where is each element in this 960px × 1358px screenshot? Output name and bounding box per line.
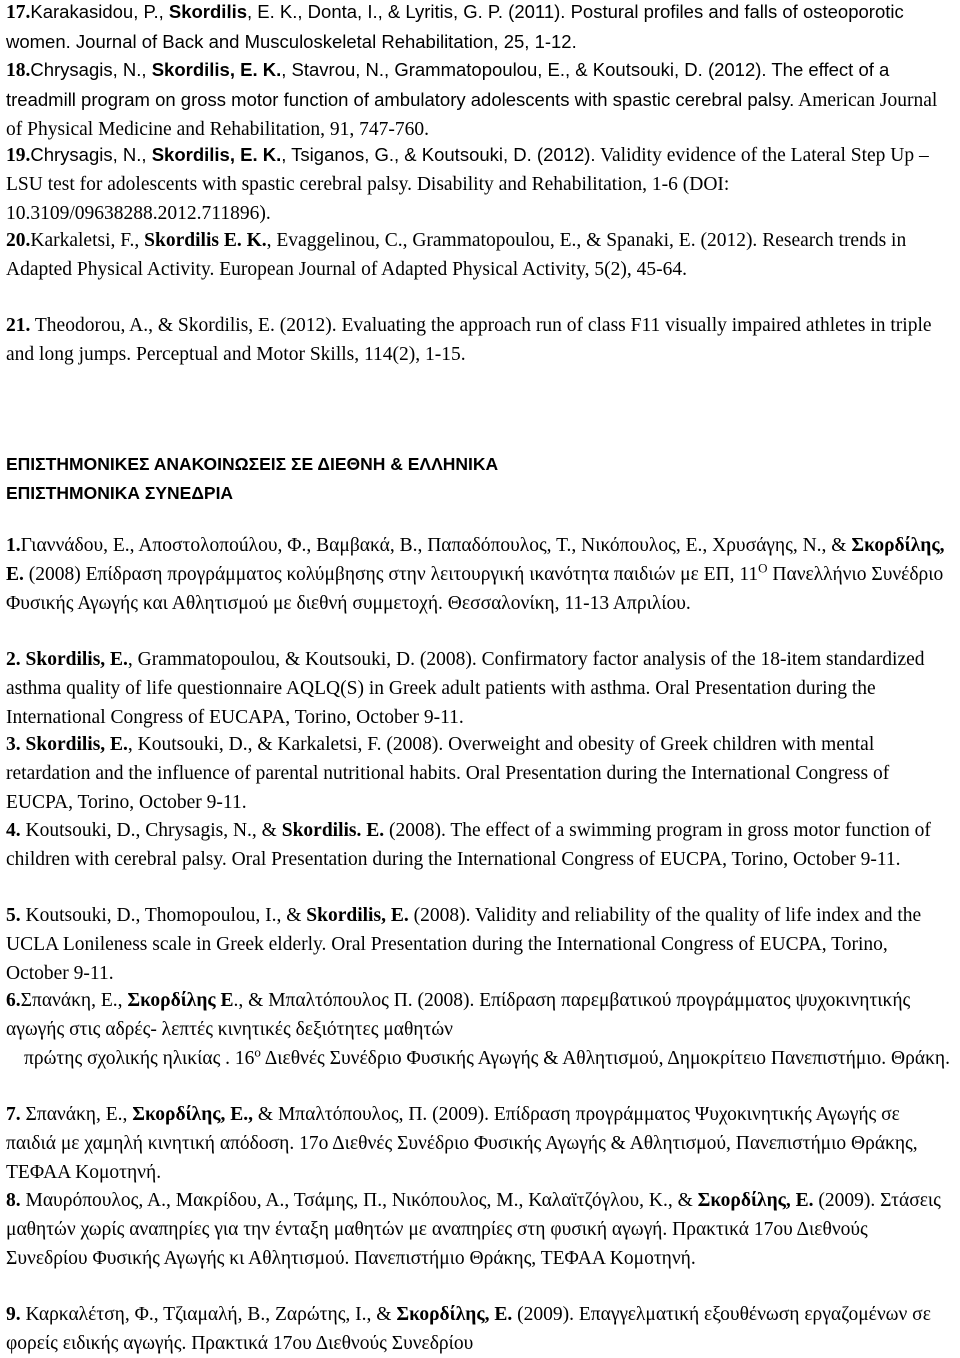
conf-bold-author: Σκορδίλης, Ε. bbox=[396, 1304, 513, 1325]
conf-6-para bbox=[6, 986, 954, 1044]
ref-number: 19. bbox=[6, 145, 31, 166]
conf-text: (2008). Validity and reliability of the quality of life index and the UCLA Lonileness scale in Greek elderly. Oral Presentation during the International Congress of EUCPA, Torino, October 9-11. bbox=[6, 905, 922, 984]
conf-text: (2008) Επίδραση προγράμματος κολύμβησης στην λειτουργική ικανότητα παιδιών με ΕΠ, 11 bbox=[23, 564, 759, 585]
conf-number: 1. bbox=[6, 535, 21, 556]
conference-2 bbox=[6, 645, 954, 732]
reference-18 bbox=[6, 55, 954, 144]
conference-1 bbox=[6, 531, 954, 618]
ref-number: 20. bbox=[6, 230, 31, 251]
conf-bold-author: Σκορδίλης, Ε. bbox=[6, 535, 945, 585]
ref-authors-rest: , Stavrou, N., Grammatopoulou, E., & Koutsouki, D. (2012). bbox=[281, 59, 767, 80]
section-title-line-2: ΕΠΙΣΤΗΜΟΝΙΚΑ ΣΥΝΕΔΡΙΑ bbox=[6, 483, 234, 503]
ref-title: The effect of a treadmill program on gross motor function of ambulatory adolescents with spastic cerebral palsy. bbox=[6, 59, 890, 110]
ref-authors: Karkaletsi, F., bbox=[30, 230, 145, 251]
conf-number-author: 3. Skordilis, E. bbox=[6, 734, 128, 755]
ref-number: 21. bbox=[6, 315, 31, 336]
conf-number: 4. bbox=[6, 820, 21, 841]
conf-authors: Γιαννάδου, Ε., Αποστολοποúλου, Φ., Βαμβακά, Β., Παπαδόπουλος, Τ., Νικόπουλος, Ε., Χρυσάγης, Ν., & bbox=[20, 535, 852, 556]
ref-title: Postural profiles and falls of osteoporotic women. bbox=[6, 1, 904, 52]
ref-authors-rest: , Tsiganos, G., & Koutsouki, D. (2012). bbox=[281, 144, 596, 165]
conf-authors: Σπανάκη, Ε., bbox=[20, 1104, 133, 1125]
conference-4 bbox=[6, 816, 954, 874]
conf-number: 5. bbox=[6, 905, 21, 926]
ref-bold-author: Skordilis bbox=[168, 1, 248, 22]
conf-text: (2009). Επαγγελματική εξουθένωση εργαζομένων σε φορείς ειδικής αγωγής. Πρακτικά 17ου Διεθνούς Συνεδρίου bbox=[6, 1304, 931, 1354]
conference-8 bbox=[6, 1186, 954, 1273]
ref-number: 18. bbox=[6, 60, 31, 81]
ref-journal: Journal of Back and Musculoskeletal Rehabilitation, 25, 1-12. bbox=[70, 31, 577, 52]
reference-17 bbox=[6, 0, 954, 57]
ref-bold-author: Skordilis, E. K. bbox=[151, 59, 282, 80]
conf-number-author: 2. Skordilis, E. bbox=[6, 649, 128, 670]
conf-text-cont: πρώτης σχολικής ηλικίας . 16 bbox=[24, 1048, 255, 1069]
conf-text: , Koutsouki, D., & Karkaletsi, F. (2008). Overweight and obesity of Greek children with mental retardation and the influence of parental nutritional habits. Oral Presentation during the International Congress of EUCPA, Torino, October 9-11. bbox=[6, 734, 890, 813]
conf-authors: Koutsouki, D., Chrysagis, N., & bbox=[20, 820, 282, 841]
section-title-line-1: ΕΠΙΣΤΗΜΟΝΙΚΕΣ ΑΝΑΚΟΙΝΩΣΕΙΣ ΣΕ ΔΙΕΘΝΗ & ΕΛΛΗΝΙΚΑ bbox=[6, 454, 499, 474]
conf-text-rest: Πανελλήνιο Συνέδριο Φυσικής Αγωγής και Αθλητισμού με διεθνή συμμετοχή. Θεσσαλονίκη, 11-13 Απριλίου. bbox=[6, 564, 944, 614]
conf-text: (2008). The effect of a swimming program in gross motor function of children with cerebral palsy. Oral Presentation during the International Congress of EUCPA, Torino, October 9-11. bbox=[6, 820, 931, 870]
conf-bold-author: Skordilis. E. bbox=[281, 820, 385, 841]
conference-3 bbox=[6, 730, 954, 817]
conf-text: , Grammatopoulou, & Koutsouki, D. (2008). Confirmatory factor analysis of the 18-item standardized asthma quality of life questionnaire AQLQ(S) in Greek adult patients with asthma. Oral Presentation during the International Congress of EUCAPA, Torino, October 9-11. bbox=[6, 649, 925, 728]
ref-journal: European Journal of Adapted Physical Activity, 5(2), 45-64. bbox=[214, 259, 687, 280]
ref-title: Validity evidence of the Lateral Step Up – LSU test for adolescents with spastic cerebral palsy. bbox=[6, 145, 929, 195]
conf-number: 9. bbox=[6, 1304, 21, 1325]
ref-bold-author: Skordilis E. K. bbox=[144, 230, 267, 251]
reference-21 bbox=[6, 311, 954, 369]
ref-title: Evaluating the approach run of class F11 visually impaired athletes in triple and long jumps. bbox=[6, 315, 932, 365]
ref-authors: Karakasidou, P., bbox=[30, 1, 169, 22]
ref-journal: Disability and Rehabilitation, 1-6 (DOI: 10.3109/09638288.2012.711896). bbox=[6, 174, 730, 224]
conf-authors: Σπανάκη, Ε., bbox=[20, 990, 128, 1011]
conference-7 bbox=[6, 1100, 954, 1187]
conf-bold-author: Σκορδίλης, Ε. bbox=[697, 1190, 814, 1211]
conf-authors: Καρκαλέτση, Φ., Τζιαμαλή, Β., Ζαρώτης, Ι., & bbox=[20, 1304, 397, 1325]
ref-authors-rest: , Evaggelinou, C., Grammatopoulou, E., & Spanaki, E. (2012). bbox=[266, 230, 758, 251]
conference-6 bbox=[6, 986, 954, 1073]
conf-6-continuation bbox=[6, 1044, 954, 1073]
conf-authors: Koutsouki, D., Thomopoulou, I., & bbox=[20, 905, 307, 926]
ref-number: 17. bbox=[6, 2, 31, 23]
ref-journal: Perceptual and Motor Skills, 114(2), 1-15. bbox=[131, 344, 466, 365]
conf-text-rest: Διεθνές Συνέδριο Φυσικής Αγωγής & Αθλητισμού, Δημοκρίτειο Πανεπιστήμιο. Θράκη. bbox=[260, 1048, 950, 1069]
conf-bold-author: Σκορδίλης Ε bbox=[127, 990, 234, 1011]
ref-authors: Chrysagis, N., bbox=[30, 144, 152, 165]
ref-authors: Chrysagis, N., bbox=[30, 59, 152, 80]
conf-text: & Μπαλτόπουλος, Π. (2009). Επίδραση προγράμματος Ψυχοκινητικής Αγωγής σε παιδιά με χαμηλή κινητική απόδοση. 17ο Διεθνές Συνέδριο Φυσικής Αγωγής & Αθλητισμού, Πανεπιστήμιο Θράκης, ΤΕΦΑΑ Κομοτηνή. bbox=[6, 1104, 918, 1183]
conf-number: 8. bbox=[6, 1190, 21, 1211]
conf-text: ., & Μπαλτόπουλος Π. (2008). Επίδραση παρεμβατικού προγράμματος ψυχοκινητικής αγωγής στις αδρές- λεπτές κινητικές δεξιότητες μαθητών bbox=[6, 990, 911, 1040]
conference-9 bbox=[6, 1300, 954, 1358]
conf-number: 7. bbox=[6, 1104, 21, 1125]
conf-bold-author: Σκορδίλης, Ε., bbox=[132, 1104, 254, 1125]
ref-authors: Theodorou, A., & Skordilis, E. (2012). bbox=[30, 315, 337, 336]
ref-authors-rest: , E. K., Donta, I., & Lyritis, G. P. (2011). bbox=[247, 1, 571, 22]
conf-superscript: ο bbox=[254, 1044, 261, 1060]
ref-journal: American Journal of Physical Medicine and Rehabilitation, 91, 747-760. bbox=[6, 90, 938, 140]
conf-bold-author: Skordilis, E. bbox=[306, 905, 409, 926]
conf-text: (2009). Στάσεις μαθητών χωρίς αναπηρίες για την ένταξη μαθητών με αναπηρίες στη φυσική αγωγή. Πρακτικά 17ου Διεθνούς Συνεδρίου Φυσικής Αγωγής κι Αθλητισμού. Πανεπιστήμιο Θράκης, ΤΕΦΑΑ Κομοτηνή. bbox=[6, 1190, 941, 1269]
conference-5 bbox=[6, 901, 954, 988]
conf-number: 6. bbox=[6, 990, 21, 1011]
conf-superscript: Ο bbox=[758, 560, 768, 576]
conf-authors: Μαυρόπουλος, Α., Μακρίδου, Α., Τσάμης, Π., Νικόπουλος, Μ., Καλαϊτζόγλου, Κ., & bbox=[20, 1190, 698, 1211]
reference-19 bbox=[6, 140, 954, 228]
ref-title: Research trends in Adapted Physical Activity. bbox=[6, 230, 907, 280]
section-heading bbox=[6, 450, 954, 508]
ref-bold-author: Skordilis, E. K. bbox=[151, 144, 282, 165]
reference-20 bbox=[6, 226, 954, 284]
